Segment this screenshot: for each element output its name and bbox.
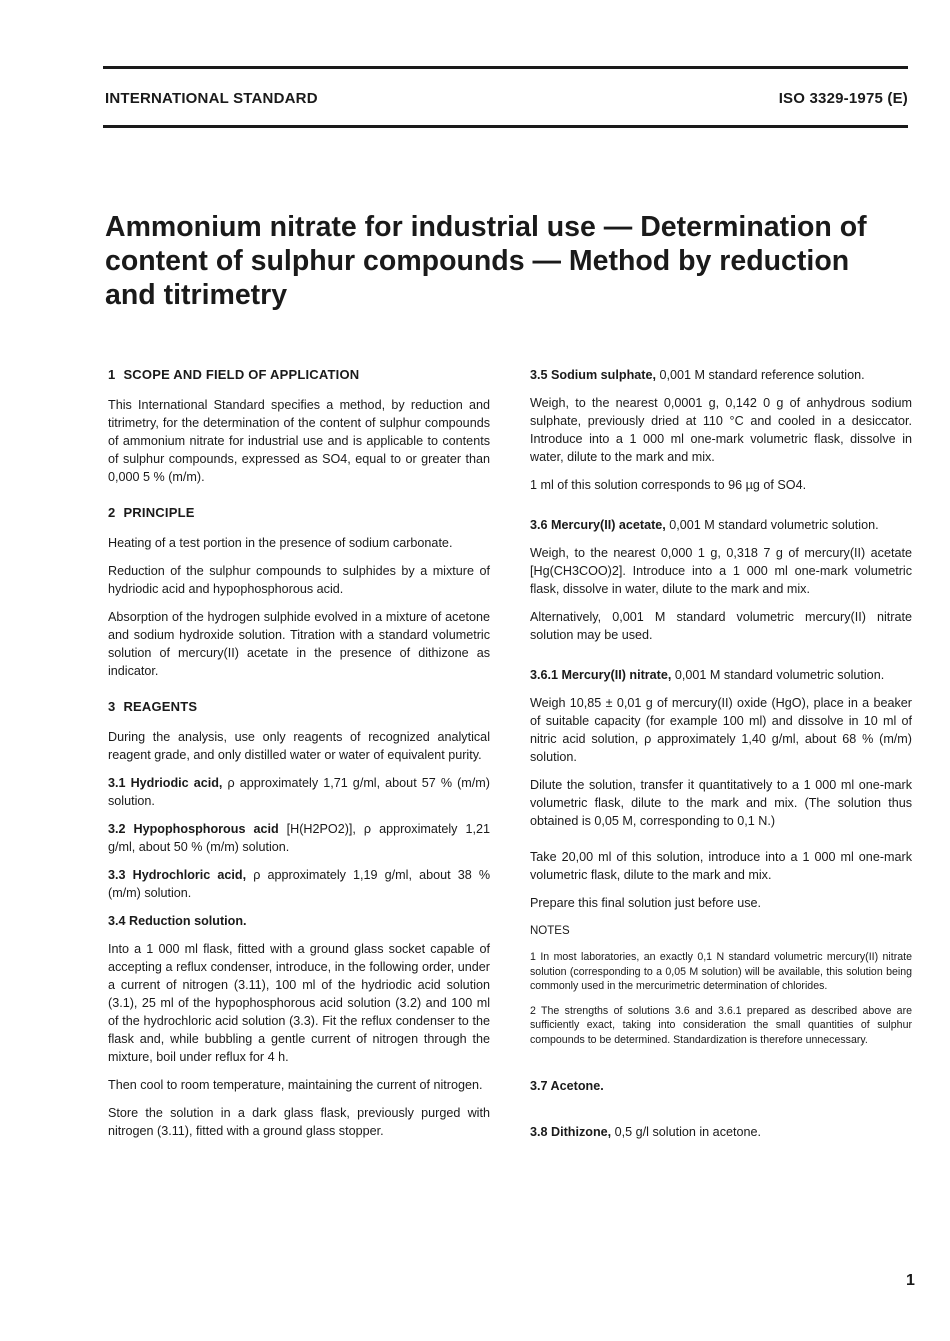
right-column	[530, 366, 912, 1151]
reagent-3-6-1-para-3: Take 20,00 ml of this solution, introduce into a 1 000 ml one-mark volumetric flask, dilute to the mark and mix.	[530, 850, 912, 882]
section-3-heading: 3 REAGENTS	[108, 699, 198, 714]
reagent-3-5-para-1: Weigh, to the nearest 0,0001 g, 0,142 0 g of anhydrous sodium sulphate, previously dried at 110 °C and cooled in a desiccator. Introduce into a 1 000 ml one-mark volumetric flask, dissolve in water, dilute to the mark and mix.	[530, 396, 912, 464]
section-3	[108, 698, 490, 1140]
section-2	[108, 504, 490, 680]
section-2-para-2: Reduction of the sulphur compounds to sulphides by a mixture of hydriodic acid and hypophosphorous acid.	[108, 564, 490, 596]
reagent-3-3: 3.3 Hydrochloric acid, ρ approximately 1,19 g/ml, about 38 % (m/m) solution.	[108, 868, 491, 900]
header-top-rule	[103, 66, 908, 69]
section-2-para-1: Heating of a test portion in the presence of sodium carbonate.	[108, 536, 453, 550]
reagent-3-5-para-2: 1 ml of this solution corresponds to 96 µg of SO4.	[530, 478, 807, 492]
notes-heading: NOTES	[530, 925, 570, 937]
section-2-heading: 2 PRINCIPLE	[108, 505, 195, 520]
reagent-3-6-para-1: Weigh, to the nearest 0,000 1 g, 0,318 7 g of mercury(II) acetate [Hg(CH3COO)2]. Introduce into a 1 000 ml one-mark volumetric flask, dissolve in water, dilute to the mark and mix.	[530, 546, 912, 596]
page-number: 1	[906, 1272, 915, 1289]
reagent-3-6-1: 3.6.1 Mercury(II) nitrate, 0,001 M standard volumetric solution.	[530, 668, 885, 682]
reagent-3-6-1-para-1: Weigh 10,85 ± 0,01 g of mercury(II) oxide (HgO), place in a beaker of suitable capacity (for example 100 ml) and dissolve in 10 ml of nitric acid solution, ρ approximately 1,40 g/ml, about 68 % (m/m) solution.	[530, 696, 912, 764]
reagent-3-6-1-para-4: Prepare this final solution just before use.	[530, 896, 762, 910]
section-1-heading: 1 SCOPE AND FIELD OF APPLICATION	[108, 367, 360, 382]
left-column	[108, 366, 490, 1158]
note-1: 1 In most laboratories, an exactly 0,1 N standard volumetric mercury(II) nitrate solution (corresponding to a 0,05 M solution) will be available, this solution being commonly used in the mercurimetric determination of chlorides.	[530, 951, 912, 992]
section-1-text: This International Standard specifies a method, by reduction and titrimetry, for the determination of the content of sulphur compounds of ammonium nitrate for industrial use and is applicable to contents of sulphur compounds, expressed as SO4, equal to or greater than 0,000 5 % (m/m).	[108, 398, 490, 484]
reagent-3-4-para-3: Store the solution in a dark glass flask, previously purged with nitrogen (3.11), fitted with a ground glass stopper.	[108, 1106, 490, 1138]
header-standard-type: INTERNATIONAL STANDARD	[105, 90, 318, 107]
note-2: 2 The strengths of solutions 3.6 and 3.6.1 prepared as described above are sufficiently exact, taking into consideration the small quantities of sulphur compounds to be determined. Standardization is therefore unnecessary.	[530, 1004, 912, 1046]
reagent-3-5: 3.5 Sodium sulphate, 0,001 M standard reference solution.	[530, 368, 865, 382]
section-3-intro: During the analysis, use only reagents of recognized analytical reagent grade, and only distilled water or water of equivalent purity.	[108, 730, 490, 762]
reagent-3-4-para-1: Into a 1 000 ml flask, fitted with a ground glass socket capable of accepting a reflux condenser, introduce, in the following order, under a current of nitrogen (3.11), 100 ml of the hydriodic acid solution (3.1), 25 ml of the hypophosphorous acid solution (3.2) and 100 ml of the hydrochloric acid solution (3.3). Fit the reflux condenser to the flask and, while bubbling a gentle current of nitrogen through the mixture, boil under reflux for 4 h.	[108, 942, 490, 1064]
reagent-3-4-heading: 3.4 Reduction solution.	[108, 914, 247, 928]
reagent-3-4-para-2: Then cool to room temperature, maintaining the current of nitrogen.	[108, 1078, 483, 1092]
header-bottom-rule	[103, 125, 908, 128]
reagent-3-6-para-2: Alternatively, 0,001 M standard volumetric mercury(II) nitrate solution may be used.	[530, 610, 912, 642]
reagent-3-6-1-para-2: Dilute the solution, transfer it quantitatively to a 1 000 ml one-mark volumetric flask, dilute to the mark and mix. (The solution thus obtained is 0,05 M, corresponding to 0,1 N.)	[530, 778, 912, 828]
section-2-para-3: Absorption of the hydrogen sulphide evolved in a mixture of acetone and sodium hydroxide solution. Titration with a standard volumetric solution of mercury(II) acetate in the presence of dithizone as indicator.	[108, 610, 490, 678]
section-1	[108, 366, 490, 486]
reagent-3-2: 3.2 Hypophosphorous acid [H(H2PO2)], ρ approximately 1,21 g/ml, about 50 % (m/m) solution.	[108, 822, 490, 854]
reagent-3-6: 3.6 Mercury(II) acetate, 0,001 M standard volumetric solution.	[530, 518, 879, 532]
header-standard-number: ISO 3329-1975 (E)	[778, 90, 908, 107]
document-title: Ammonium nitrate for industrial use — Determination of content of sulphur compounds — Method by reduction and titrimetry	[105, 211, 867, 311]
reagent-3-8: 3.8 Dithizone, 0,5 g/l solution in acetone.	[530, 1125, 762, 1139]
reagent-3-7: 3.7 Acetone.	[530, 1079, 604, 1093]
reagent-3-1: 3.1 Hydriodic acid, ρ approximately 1,71 g/ml, about 57 % (m/m) solution.	[108, 776, 490, 808]
